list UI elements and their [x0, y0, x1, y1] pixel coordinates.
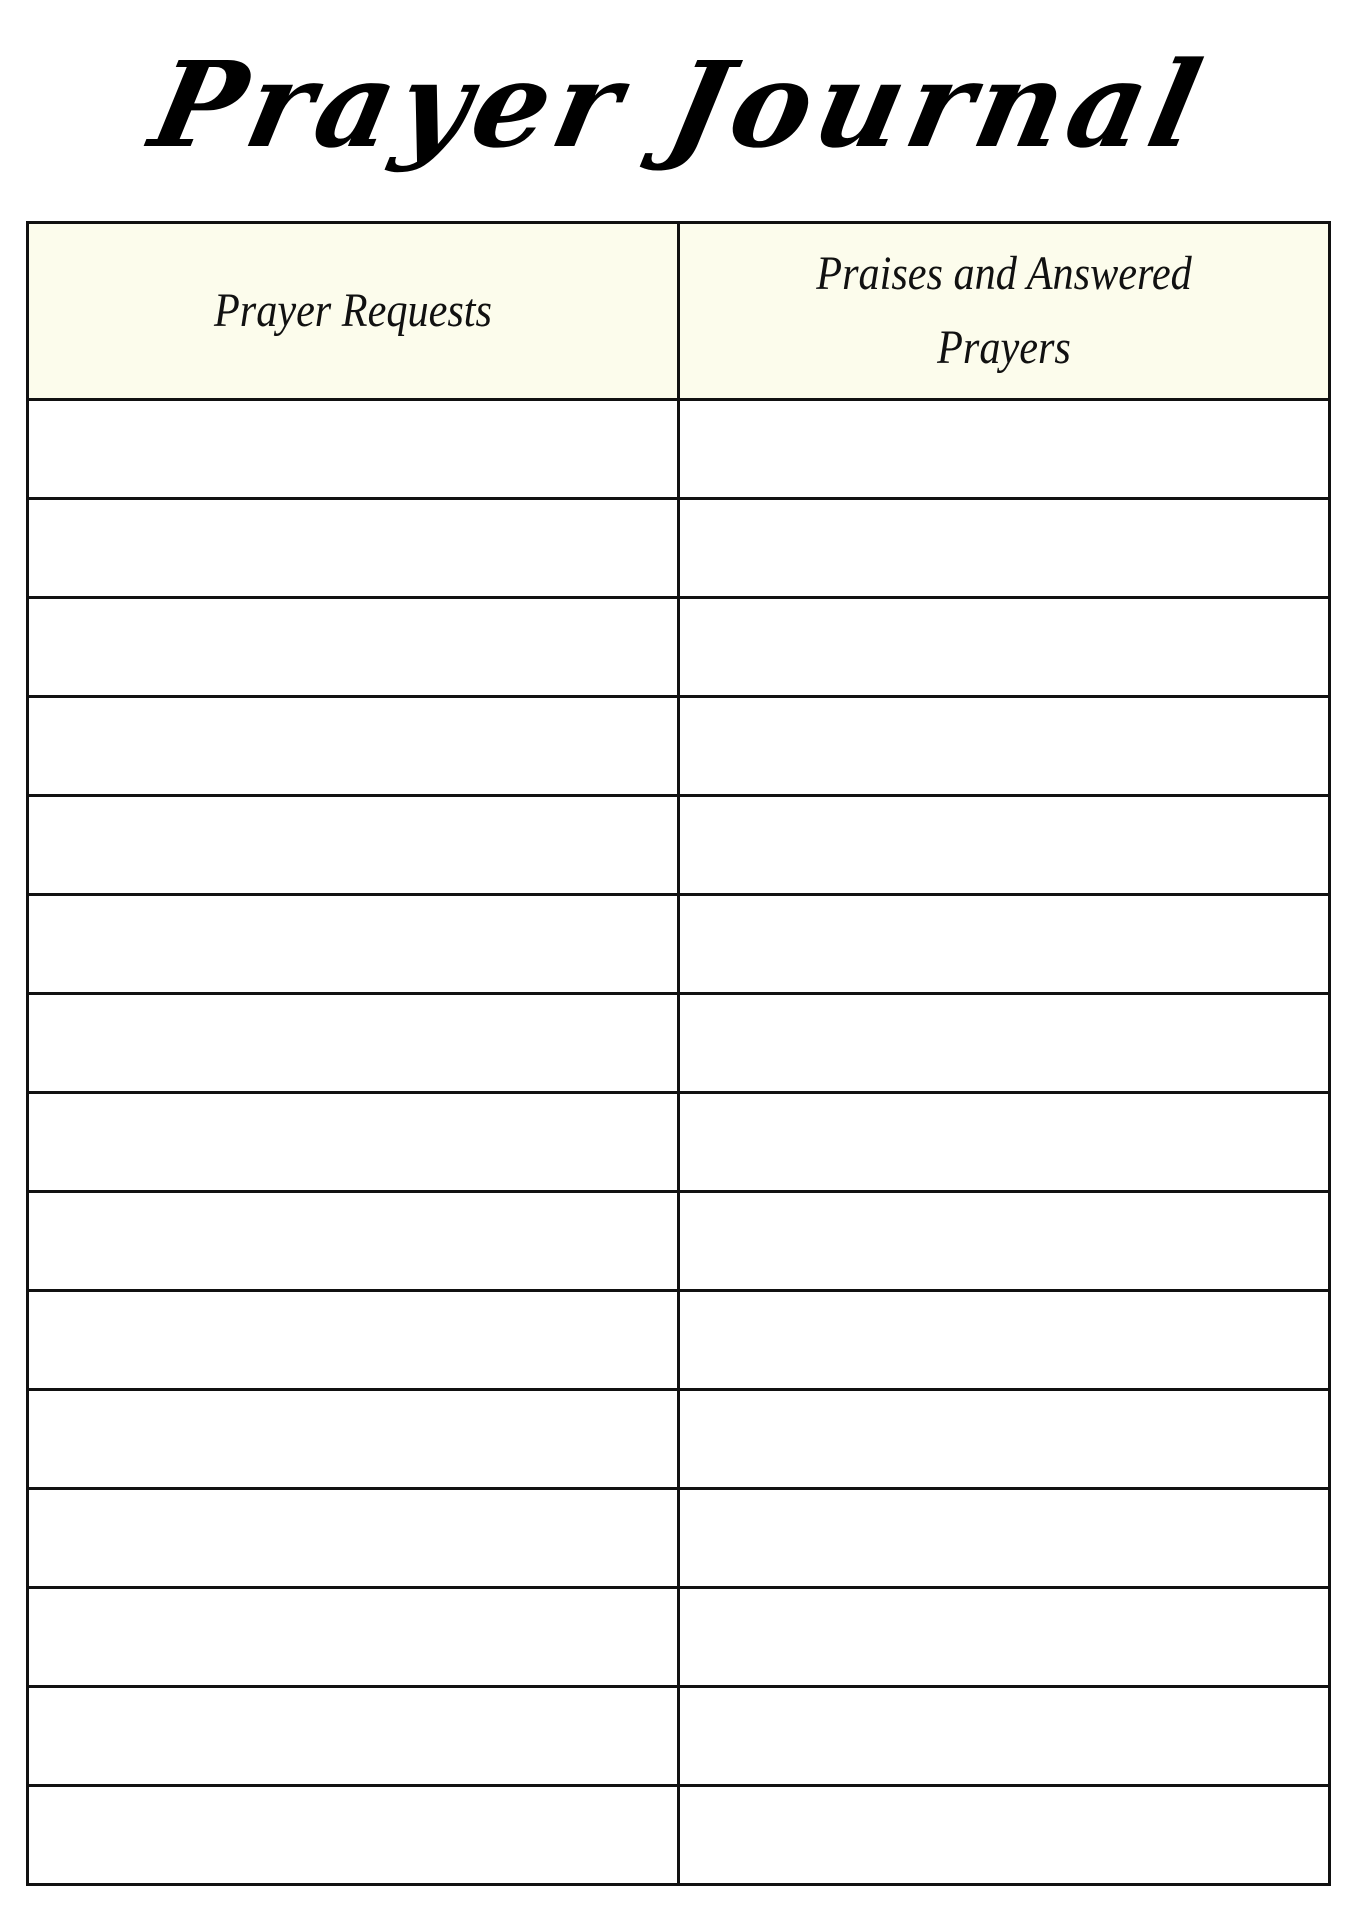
praise-cell[interactable]	[679, 1588, 1330, 1687]
prayer-request-cell[interactable]	[28, 1192, 679, 1291]
prayer-request-cell[interactable]	[28, 1291, 679, 1390]
prayer-request-cell[interactable]	[28, 796, 679, 895]
praise-cell[interactable]	[679, 994, 1330, 1093]
table-row	[28, 796, 1330, 895]
prayer-request-cell[interactable]	[28, 697, 679, 796]
header-prayer-requests	[28, 223, 679, 400]
table-row	[28, 1588, 1330, 1687]
prayer-journal-table	[26, 221, 1331, 1886]
table-row	[28, 598, 1330, 697]
header-row	[28, 223, 1330, 400]
praise-cell[interactable]	[679, 598, 1330, 697]
prayer-request-cell[interactable]	[28, 994, 679, 1093]
praise-cell[interactable]	[679, 1192, 1330, 1291]
praise-cell[interactable]	[679, 499, 1330, 598]
prayer-request-cell[interactable]	[28, 1390, 679, 1489]
prayer-request-cell[interactable]	[28, 400, 679, 499]
table-row	[28, 400, 1330, 499]
table-row	[28, 1093, 1330, 1192]
prayer-request-cell[interactable]	[28, 895, 679, 994]
table-row	[28, 1786, 1330, 1885]
table-row	[28, 1687, 1330, 1786]
praise-cell[interactable]	[679, 1786, 1330, 1885]
prayer-request-cell[interactable]	[28, 1489, 679, 1588]
header-label: Prayer Requests	[213, 284, 492, 337]
prayer-request-cell[interactable]	[28, 1588, 679, 1687]
table-row	[28, 1291, 1330, 1390]
header-label: Praises and Answered Prayers	[816, 247, 1192, 374]
table-row	[28, 1489, 1330, 1588]
praise-cell[interactable]	[679, 1291, 1330, 1390]
prayer-request-cell[interactable]	[28, 1093, 679, 1192]
prayer-request-cell[interactable]	[28, 499, 679, 598]
prayer-request-cell[interactable]	[28, 1687, 679, 1786]
praise-cell[interactable]	[679, 1687, 1330, 1786]
page-title: Prayer Journal	[140, 35, 1218, 174]
table-row	[28, 697, 1330, 796]
table-row	[28, 499, 1330, 598]
praise-cell[interactable]	[679, 1489, 1330, 1588]
table-row	[28, 1192, 1330, 1291]
table-row	[28, 895, 1330, 994]
praise-cell[interactable]	[679, 400, 1330, 499]
praise-cell[interactable]	[679, 1093, 1330, 1192]
table-body	[28, 400, 1330, 1885]
praise-cell[interactable]	[679, 895, 1330, 994]
praise-cell[interactable]	[679, 796, 1330, 895]
table-row	[28, 1390, 1330, 1489]
praise-cell[interactable]	[679, 1390, 1330, 1489]
prayer-request-cell[interactable]	[28, 598, 679, 697]
prayer-request-cell[interactable]	[28, 1786, 679, 1885]
praise-cell[interactable]	[679, 697, 1330, 796]
table-row	[28, 994, 1330, 1093]
header-praises-answered	[679, 223, 1330, 400]
